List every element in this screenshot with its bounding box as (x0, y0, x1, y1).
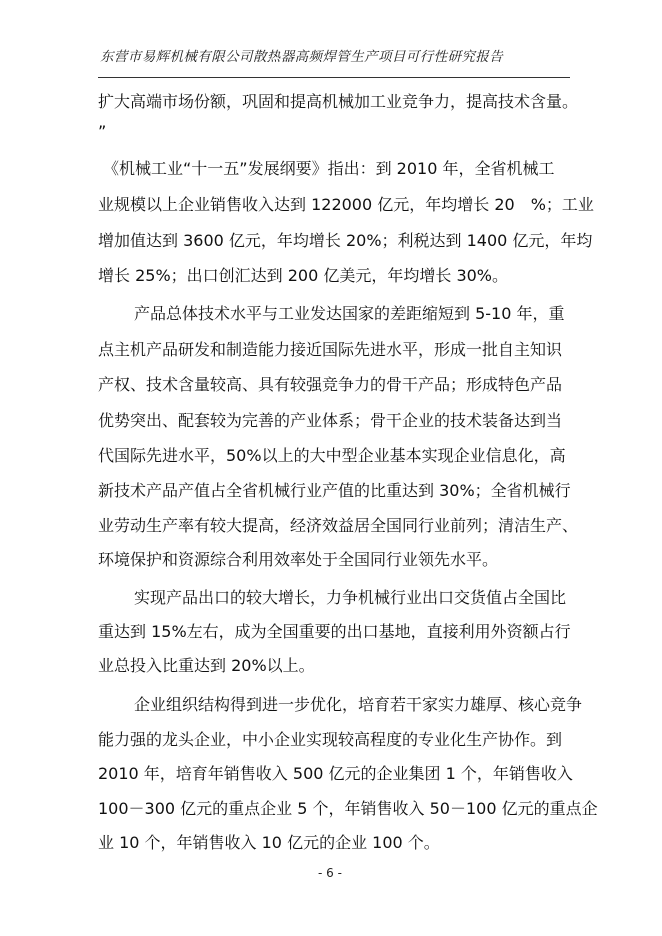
body-line: 新技术产品产值占全省机械行业产值的比重达到 30%；全省机械行 (98, 481, 571, 500)
body-line: 企业组织结构得到进一步优化，培育若干家实力雄厚、核心竞争 (134, 695, 583, 714)
body-line: 代国际先进水平，50%以上的大中型企业基本实现企业信息化，高 (98, 446, 566, 465)
body-line: 业规模以上企业销售收入达到 122000 亿元，年均增长 20 %；工业 (98, 195, 594, 214)
body-line: 业劳动生产率有较大提高，经济效益居全国同行业前列；清洁生产、 (98, 516, 579, 535)
body-line: 产权、技术含量较高、具有较强竞争力的骨干产品；形成特色产品 (98, 375, 563, 394)
page-header-title: 东营市易辉机械有限公司散热器高频焊管生产项目可行性研究报告 (100, 49, 504, 65)
body-line: 业总投入比重达到 20%以上。 (98, 656, 315, 675)
body-line: 扩大高端市场份额，巩固和提高机械加工业竞争力，提高技术含量。 (98, 92, 579, 111)
body-line: 环境保护和资源综合利用效率处于全国同行业领先水平。 (98, 550, 499, 569)
body-line: 重达到 15%左右，成为全国重要的出口基地，直接利用外资额占行 (98, 622, 571, 641)
body-line: 点主机产品研发和制造能力接近国际先进水平，形成一批自主知识 (98, 340, 563, 359)
body-line: 2010 年，培育年销售收入 500 亿元的企业集团 1 个，年销售收入 (98, 764, 573, 783)
body-line: 优势突出、配套较为完善的产业体系；骨干企业的技术装备达到当 (98, 411, 563, 430)
body-line: 增长 25%；出口创汇达到 200 亿美元，年均增长 30%。 (98, 266, 509, 285)
body-line: 100－300 亿元的重点企业 5 个，年销售收入 50－100 亿元的重点企 (98, 799, 598, 818)
header-divider (98, 77, 570, 78)
body-line: 能力强的龙头企业，中小企业实现较高程度的专业化生产协作。到 (98, 730, 563, 749)
body-line: 实现产品出口的较大增长，力争机械行业出口交货值占全国比 (134, 588, 567, 607)
body-line: 产品总体技术水平与工业发达国家的差距缩短到 5-10 年，重 (134, 304, 565, 323)
body-line: 业 10 个，年销售收入 10 亿元的企业 100 个。 (98, 833, 440, 852)
body-line: 《机械工业“十一五”发展纲要》指出：到 2010 年，全省机械工 (103, 159, 555, 178)
body-line: ” (98, 122, 107, 141)
body-line: 增加值达到 3600 亿元，年均增长 20%；利税达到 1400 亿元，年均 (98, 231, 593, 250)
page-number: - 6 - (318, 866, 342, 880)
